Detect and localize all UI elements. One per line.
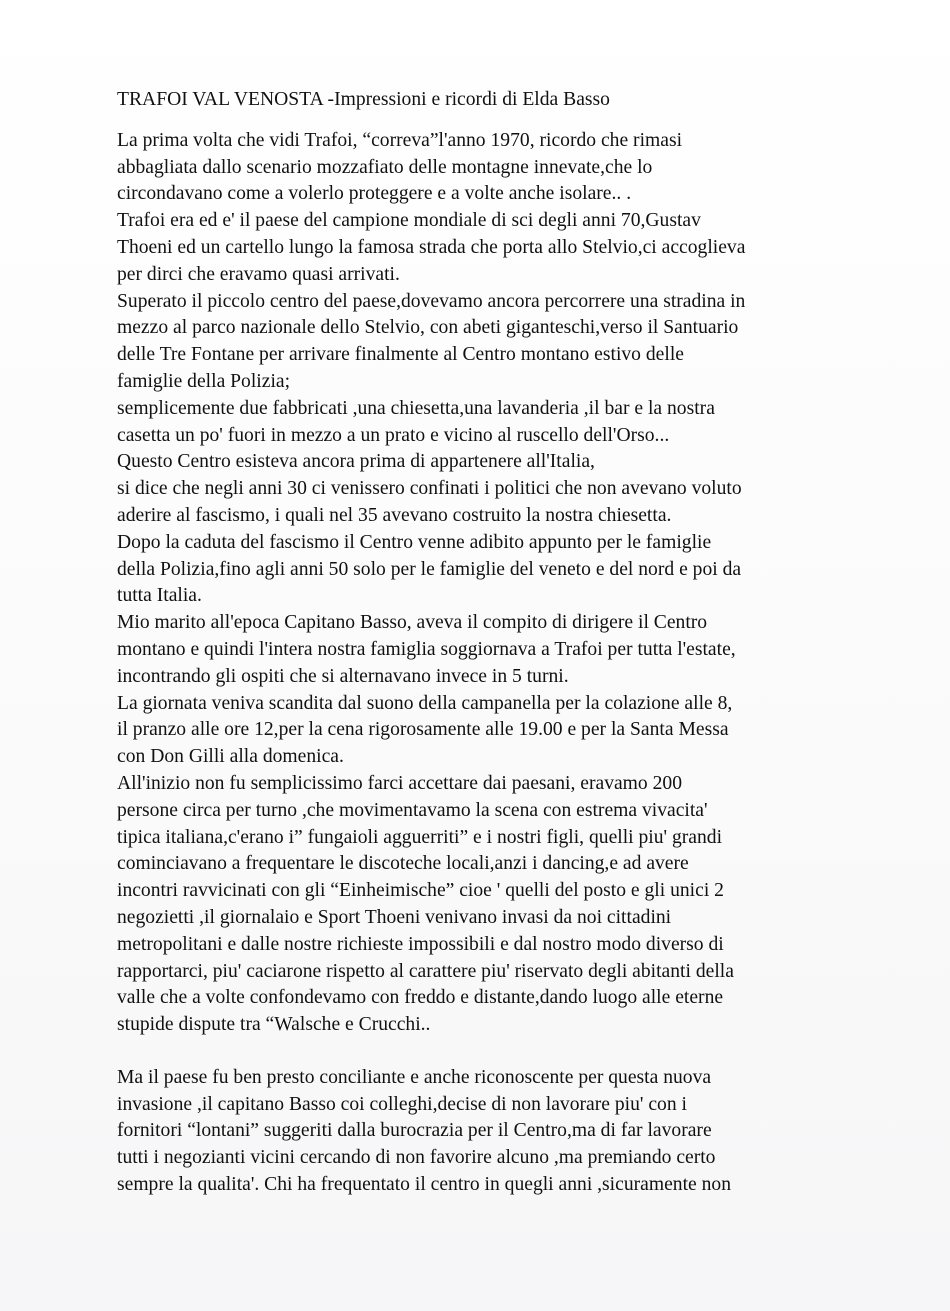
text-line: per dirci che eravamo quasi arrivati. bbox=[117, 263, 400, 285]
text-line: All'inizio non fu semplicissimo farci accettare dai paesani, eravamo 200 bbox=[117, 772, 683, 794]
text-line: Questo Centro esisteva ancora prima di appartenere all'Italia, bbox=[117, 451, 595, 473]
text-line: semplicemente due fabbricati ,una chiesetta,una lavanderia ,il bar e la nostra bbox=[117, 397, 715, 419]
paragraph-block-2 bbox=[117, 1065, 897, 1199]
text-line: invasione ,il capitano Basso coi colleghi,decise di non lavorare piu' con i bbox=[117, 1093, 687, 1115]
text-line: Mio marito all'epoca Capitano Basso, aveva il compito di dirigere il Centro bbox=[117, 612, 708, 634]
text-line: La giornata veniva scandita dal suono della campanella per la colazione alle 8, bbox=[117, 692, 733, 714]
paragraph-gap bbox=[117, 1039, 897, 1065]
text-line: La prima volta che vidi Trafoi, “correva”l'anno 1970, ricordo che rimasi bbox=[117, 129, 683, 151]
text-line: circondavano come a volerlo proteggere e a volte anche isolare.. . bbox=[117, 183, 632, 205]
text-line: mezzo al parco nazionale dello Stelvio, con abeti giganteschi,verso il Santuario bbox=[117, 317, 739, 339]
text-line: sempre la qualita'. Chi ha frequentato il centro in quegli anni ,sicuramente non bbox=[117, 1174, 732, 1196]
document-title: TRAFOI VAL VENOSTA -Impressioni e ricordi di Elda Basso bbox=[117, 89, 610, 110]
text-line: Superato il piccolo centro del paese,dovevamo ancora percorrere una stradina in bbox=[117, 290, 746, 312]
text-line: con Don Gilli alla domenica. bbox=[117, 746, 344, 768]
text-line: casetta un po' fuori in mezzo a un prato e vicino al ruscello dell'Orso... bbox=[117, 424, 670, 446]
paragraph-block-1 bbox=[117, 128, 897, 1039]
text-line: cominciavano a frequentare le discoteche locali,anzi i dancing,e ad avere bbox=[117, 853, 689, 875]
text-line: abbagliata dallo scenario mozzafiato delle montagne innevate,che lo bbox=[117, 156, 653, 178]
text-line: Thoeni ed un cartello lungo la famosa strada che porta allo Stelvio,ci accoglieva bbox=[117, 236, 746, 258]
text-line: valle che a volte confondevamo con freddo e distante,dando luogo alle eterne bbox=[117, 987, 724, 1009]
text-line: negozietti ,il giornalaio e Sport Thoeni venivano invasi da noi cittadini bbox=[117, 906, 672, 928]
text-line: incontri ravvicinati con gli “Einheimische” cioe ' quelli del posto e gli unici 2 bbox=[117, 880, 724, 902]
text-line: tutta Italia. bbox=[117, 585, 202, 607]
text-line: tutti i negozianti vicini cercando di non favorire alcuno ,ma premiando certo bbox=[117, 1147, 716, 1169]
text-line: delle Tre Fontane per arrivare finalmente al Centro montano estivo delle bbox=[117, 344, 684, 366]
text-line: si dice che negli anni 30 ci venissero confinati i politici che non avevano voluto bbox=[117, 478, 742, 500]
text-line: Dopo la caduta del fascismo il Centro venne adibito appunto per le famiglie bbox=[117, 531, 712, 553]
text-line: rapportarci, piu' caciarone rispetto al carattere piu' riservato degli abitanti della bbox=[117, 960, 734, 982]
text-line: stupide dispute tra “Walsche e Crucchi.. bbox=[117, 1014, 431, 1036]
text-line: tipica italiana,c'erano i” fungaioli agguerriti” e i nostri figli, quelli piu' grandi bbox=[117, 826, 723, 848]
text-line: Trafoi era ed e' il paese del campione mondiale di sci degli anni 70,Gustav bbox=[117, 210, 701, 232]
text-line: montano e quindi l'intera nostra famiglia soggiornava a Trafoi per tutta l'estate, bbox=[117, 638, 736, 660]
text-line: metropolitani e dalle nostre richieste impossibili e dal nostro modo diverso di bbox=[117, 933, 724, 955]
text-line: famiglie della Polizia; bbox=[117, 370, 291, 392]
text-line: aderire al fascismo, i quali nel 35 avevano costruito la nostra chiesetta. bbox=[117, 504, 672, 526]
text-line: Ma il paese fu ben presto conciliante e anche riconoscente per questa nuova bbox=[117, 1066, 712, 1088]
document-body bbox=[117, 87, 897, 1199]
text-line: il pranzo alle ore 12,per la cena rigorosamente alle 19.00 e per la Santa Messa bbox=[117, 719, 729, 741]
text-line: persone circa per turno ,che movimentavamo la scena con estrema vivacita' bbox=[117, 799, 708, 821]
text-line: della Polizia,fino agli anni 50 solo per le famiglie del veneto e del nord e poi da bbox=[117, 558, 742, 580]
text-line: incontrando gli ospiti che si alternavano invece in 5 turni. bbox=[117, 665, 569, 687]
text-line: fornitori “lontani” suggeriti dalla burocrazia per il Centro,ma di far lavorare bbox=[117, 1120, 712, 1142]
